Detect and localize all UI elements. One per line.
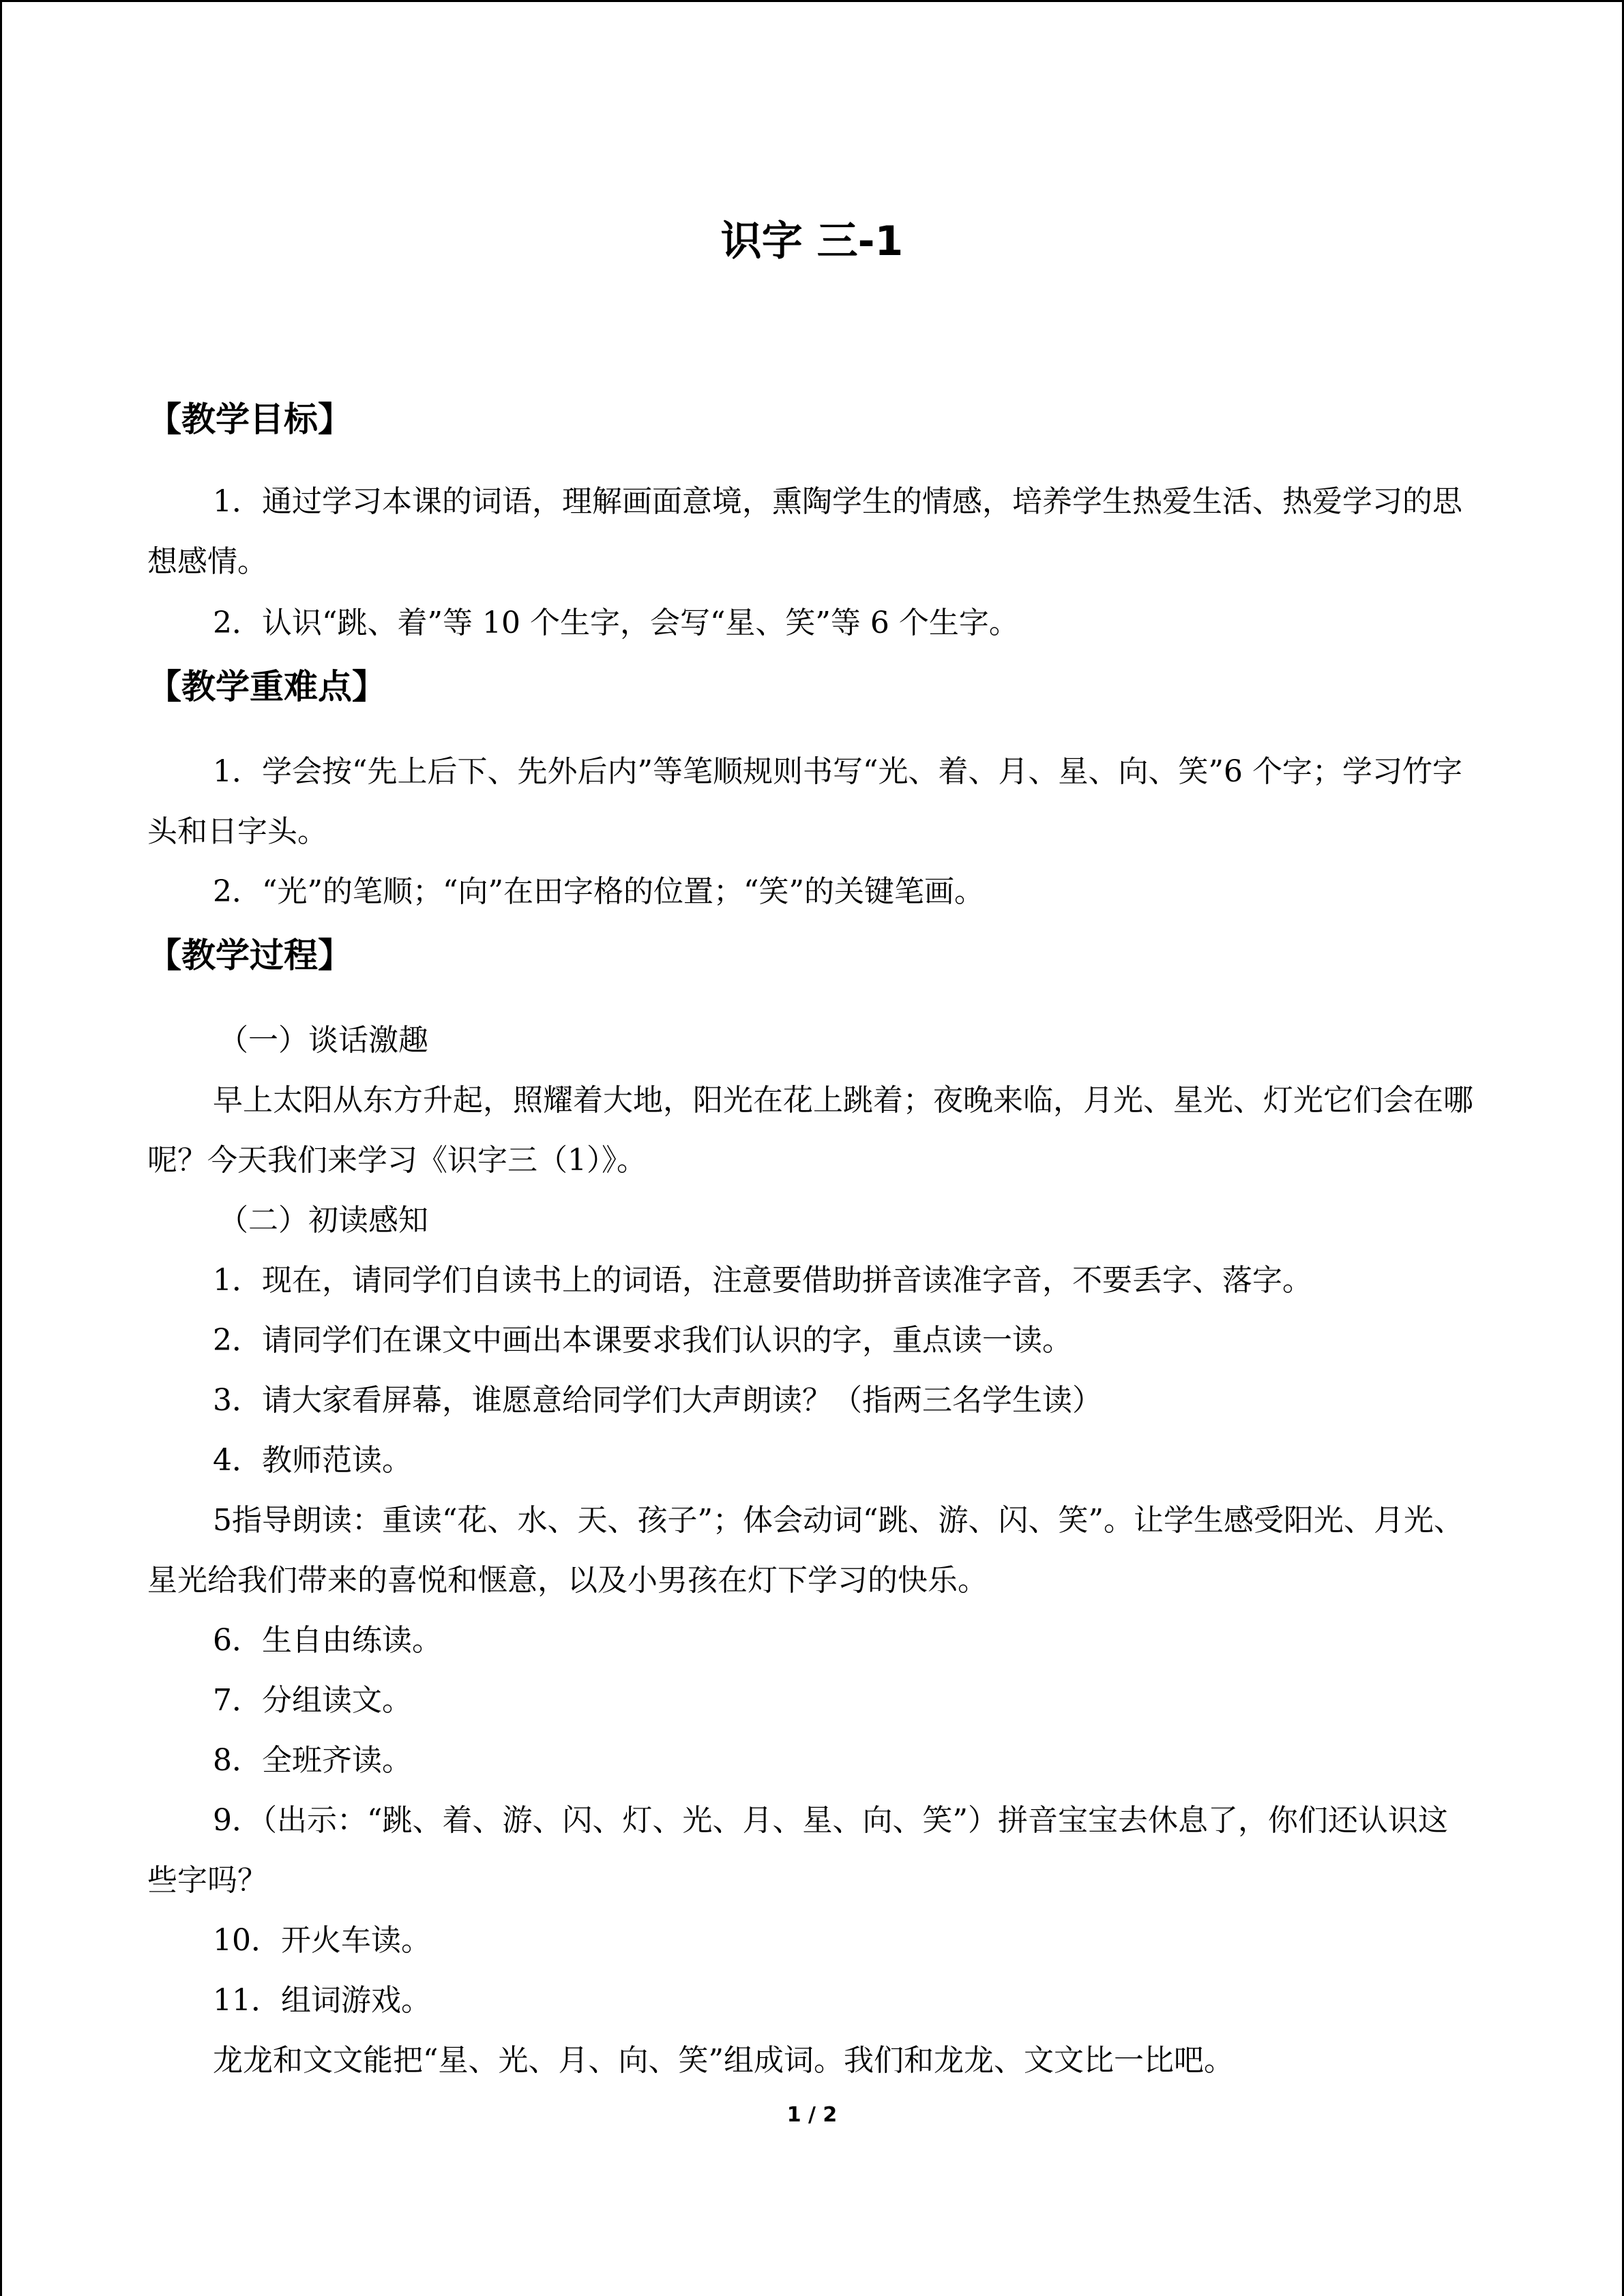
process-step-11: 11．组词游戏。: [213, 1983, 431, 2018]
process-step-3: 3．请大家看屏幕，谁愿意给同学们大声朗读？（指两三名学生读）: [213, 1383, 1102, 1418]
heading-key-difficulties: 【教学重难点】: [147, 667, 386, 706]
goal-item-1: 1．通过学习本课的词语，理解画面意境，熏陶学生的情感，培养学生热爱生活、热爱学习的思想感情。: [147, 484, 1462, 579]
heading-teaching-process: 【教学过程】: [147, 936, 352, 975]
process-step-9: 9．（出示：“跳、着、游、闪、灯、光、月、星、向、笑”）拼音宝宝去休息了，你们还认识这些字吗？: [147, 1803, 1448, 1898]
process-closing-line: 龙龙和文文能把“星、光、月、向、笑”组成词。我们和龙龙、文文比一比吧。: [213, 2043, 1234, 2078]
process-subheading-2: （二）初读感知: [218, 1203, 428, 1238]
process-step-10: 10．开火车读。: [213, 1923, 431, 1958]
page-border-left: [0, 0, 2, 2296]
process-step-5: 5指导朗读：重读“花、水、天、孩子”；体会动词“跳、游、闪、笑”。让学生感受阳光、月光、星光给我们带来的喜悦和惬意，以及小男孩在灯下学习的快乐。: [147, 1503, 1464, 1598]
document-title: 识字 三-1: [720, 218, 904, 265]
difficulty-item-2: 2．“光”的笔顺；“向”在田字格的位置；“笑”的关键笔画。: [213, 874, 984, 909]
process-step-2: 2．请同学们在课文中画出本课要求我们认识的字，重点读一读。: [213, 1323, 1072, 1358]
process-step-7: 7．分组读文。: [213, 1683, 412, 1718]
page-number: 1 / 2: [786, 2103, 838, 2127]
process-step-4: 4．教师范读。: [213, 1443, 412, 1478]
process-step-1: 1．现在，请同学们自读书上的词语，注意要借助拼音读准字音，不要丢字、落字。: [213, 1263, 1312, 1298]
process-step-8: 8．全班齐读。: [213, 1743, 412, 1778]
heading-teaching-goals: 【教学目标】: [147, 400, 352, 439]
goal-item-2: 2．认识“跳、着”等 10 个生字，会写“星、笑”等 6 个生字。: [213, 606, 1019, 640]
process-subheading-1: （一）谈话激趣: [218, 1023, 428, 1058]
process-paragraph: 早上太阳从东方升起，照耀着大地，阳光在花上跳着；夜晚来临，月光、星光、灯光它们会在哪呢？今天我们来学习《识字三（1）》。: [147, 1083, 1473, 1178]
page-border-top: [0, 0, 1624, 2]
difficulty-item-1: 1．学会按“先上后下、先外后内”等笔顺规则书写“光、着、月、星、向、笑”6 个字；学习竹字头和日字头。: [147, 754, 1462, 849]
process-step-6: 6．生自由练读。: [213, 1623, 442, 1658]
